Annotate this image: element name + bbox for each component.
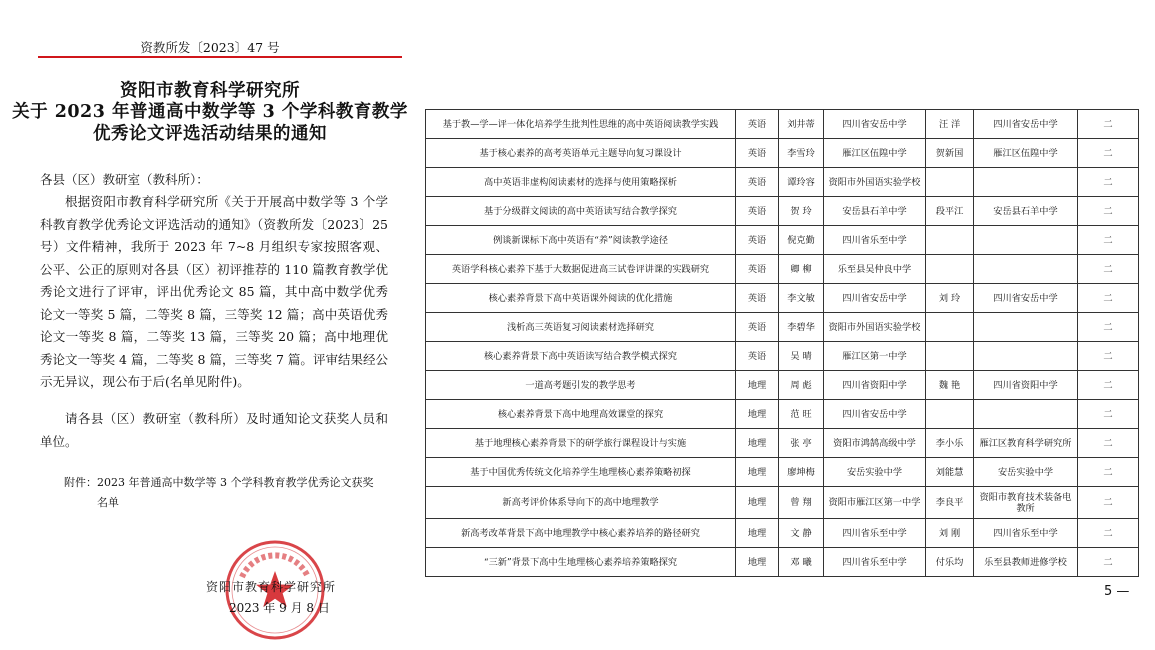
cell-mentor (926, 226, 974, 255)
cell-subject: 英语 (736, 197, 779, 226)
table-row (426, 519, 1139, 548)
cell-mentor-school: 资阳市教育技术装备电教所 (974, 487, 1078, 519)
cell-mentor: 刘能慧 (926, 458, 974, 487)
cell-title: 英语学科核心素养下基于大数据促进高三试卷评讲课的实践研究 (426, 255, 736, 284)
cell-title: 新高考改革背景下高中地理教学中核心素养培养的路径研究 (426, 519, 736, 548)
cell-award: 二 (1078, 110, 1139, 139)
cell-award: 二 (1078, 313, 1139, 342)
table-row (426, 197, 1139, 226)
cell-award: 二 (1078, 429, 1139, 458)
cell-subject: 地理 (736, 548, 779, 577)
cell-title: “三新”背景下高中生地理核心素养培养策略探究 (426, 548, 736, 577)
cell-award: 二 (1078, 519, 1139, 548)
table-row (426, 313, 1139, 342)
cell-mentor-school (974, 168, 1078, 197)
cell-subject: 英语 (736, 255, 779, 284)
cell-school: 四川省乐至中学 (824, 519, 926, 548)
cell-title: 基于中国优秀传统文化培养学生地理核心素养策略初探 (426, 458, 736, 487)
cell-mentor-school: 雁江区教育科学研究所 (974, 429, 1078, 458)
cell-author: 张 亭 (779, 429, 824, 458)
cell-school: 安岳县石羊中学 (824, 197, 926, 226)
cell-title: 基于教—学—评一体化培养学生批判性思维的高中英语阅读教学实践 (426, 110, 736, 139)
table-row (426, 139, 1139, 168)
cell-author: 范 旺 (779, 400, 824, 429)
cell-school: 雁江区伍隍中学 (824, 139, 926, 168)
table-row (426, 487, 1139, 519)
cell-mentor: 付乐均 (926, 548, 974, 577)
cell-mentor-school: 四川省安岳中学 (974, 284, 1078, 313)
red-header-rule (38, 56, 402, 58)
cell-award: 二 (1078, 487, 1139, 519)
table-row (426, 371, 1139, 400)
signature-date: 2023 年 9 月 8 日 (229, 601, 330, 615)
cell-author: 李文敏 (779, 284, 824, 313)
table-row (426, 458, 1139, 487)
cell-mentor: 段平江 (926, 197, 974, 226)
body-paragraph-2: 请各县（区）教研室（教科所）及时通知论文获奖人员和单位。 (40, 411, 388, 449)
cell-subject: 英语 (736, 168, 779, 197)
cell-title: 基于分级群文阅读的高中英语读写结合教学探究 (426, 197, 736, 226)
cell-mentor: 刘 刚 (926, 519, 974, 548)
document-number: 资教所发〔2023〕47 号 (140, 40, 280, 55)
table-row (426, 400, 1139, 429)
cell-subject: 英语 (736, 226, 779, 255)
table-row (426, 284, 1139, 313)
table-row (426, 255, 1139, 284)
cell-author: 卿 柳 (779, 255, 824, 284)
cell-subject: 地理 (736, 458, 779, 487)
cell-author: 李雪玲 (779, 139, 824, 168)
cell-subject: 英语 (736, 110, 779, 139)
cell-title: 核心素养背景下高中英语读写结合教学模式探究 (426, 342, 736, 371)
awards-table (425, 109, 1139, 577)
cell-school: 乐至县吴仲良中学 (824, 255, 926, 284)
cell-award: 二 (1078, 458, 1139, 487)
cell-subject: 地理 (736, 487, 779, 519)
cell-mentor-school: 四川省安岳中学 (974, 110, 1078, 139)
cell-title: 高中英语非虚构阅读素材的选择与使用策略探析 (426, 168, 736, 197)
cell-school: 资阳市外国语实验学校 (824, 313, 926, 342)
cell-mentor-school: 四川省乐至中学 (974, 519, 1078, 548)
cell-award: 二 (1078, 168, 1139, 197)
cell-subject: 英语 (736, 342, 779, 371)
cell-mentor (926, 168, 974, 197)
notice-page (0, 0, 420, 650)
cell-author: 倪克勤 (779, 226, 824, 255)
table-row (426, 226, 1139, 255)
cell-school: 四川省乐至中学 (824, 548, 926, 577)
cell-title: 核心素养背景下高中地理高效课堂的探究 (426, 400, 736, 429)
cell-author: 周 彪 (779, 371, 824, 400)
cell-mentor-school (974, 226, 1078, 255)
cell-award: 二 (1078, 284, 1139, 313)
cell-award: 二 (1078, 255, 1139, 284)
cell-title: 一道高考题引发的教学思考 (426, 371, 736, 400)
cell-author: 邓 曦 (779, 548, 824, 577)
cell-school: 雁江区第一中学 (824, 342, 926, 371)
cell-mentor: 刘 玲 (926, 284, 974, 313)
cell-subject: 地理 (736, 400, 779, 429)
cell-mentor-school: 安岳实验中学 (974, 458, 1078, 487)
cell-mentor: 贺新国 (926, 139, 974, 168)
cell-mentor: 魏 艳 (926, 371, 974, 400)
cell-mentor (926, 313, 974, 342)
cell-school: 资阳市雁江区第一中学 (824, 487, 926, 519)
cell-school: 资阳市鸿鹄高级中学 (824, 429, 926, 458)
salutation: 各县（区）教研室（教科所）： (40, 172, 209, 187)
cell-author: 谭玲容 (779, 168, 824, 197)
cell-subject: 英语 (736, 313, 779, 342)
cell-mentor-school (974, 400, 1078, 429)
cell-author: 文 静 (779, 519, 824, 548)
cell-mentor-school: 安岳县石羊中学 (974, 197, 1078, 226)
cell-title: 核心素养背景下高中英语课外阅读的优化措施 (426, 284, 736, 313)
cell-subject: 英语 (736, 284, 779, 313)
cell-school: 四川省安岳中学 (824, 400, 926, 429)
table-row (426, 342, 1139, 371)
cell-mentor-school (974, 313, 1078, 342)
cell-author: 李碧华 (779, 313, 824, 342)
cell-award: 二 (1078, 342, 1139, 371)
table-row (426, 429, 1139, 458)
cell-mentor: 李良平 (926, 487, 974, 519)
cell-subject: 地理 (736, 429, 779, 458)
cell-award: 二 (1078, 371, 1139, 400)
cell-author: 廖坤梅 (779, 458, 824, 487)
cell-mentor-school: 雁江区伍隍中学 (974, 139, 1078, 168)
cell-subject: 地理 (736, 519, 779, 548)
cell-title: 基于核心素养的高考英语单元主题导向复习课设计 (426, 139, 736, 168)
cell-mentor-school (974, 255, 1078, 284)
table-row (426, 548, 1139, 577)
cell-school: 四川省资阳中学 (824, 371, 926, 400)
cell-school: 四川省安岳中学 (824, 110, 926, 139)
cell-title: 基于地理核心素养背景下的研学旅行课程设计与实施 (426, 429, 736, 458)
cell-title: 浅析高三英语复习阅读素材选择研究 (426, 313, 736, 342)
cell-title: 新高考评价体系导向下的高中地理教学 (426, 487, 736, 519)
cell-mentor-school (974, 342, 1078, 371)
signature-organization: 资阳市教育科学研究所 (206, 580, 337, 594)
cell-award: 二 (1078, 400, 1139, 429)
table-row (426, 110, 1139, 139)
cell-mentor-school: 乐至县教师进修学校 (974, 548, 1078, 577)
cell-mentor: 汪 洋 (926, 110, 974, 139)
notice-title-line-1: 资阳市教育科学研究所 (120, 81, 300, 101)
cell-author: 吴 晴 (779, 342, 824, 371)
cell-mentor: 李小乐 (926, 429, 974, 458)
page-number: 5 — (1104, 584, 1130, 599)
cell-author: 曾 翔 (779, 487, 824, 519)
cell-award: 二 (1078, 197, 1139, 226)
cell-school: 四川省乐至中学 (824, 226, 926, 255)
cell-school: 安岳实验中学 (824, 458, 926, 487)
cell-award: 二 (1078, 226, 1139, 255)
notice-title-line-2: 关于 2023 年普通高中数学等 3 个学科教育教学 (12, 102, 408, 122)
cell-author: 贺 玲 (779, 197, 824, 226)
cell-subject: 地理 (736, 371, 779, 400)
cell-mentor (926, 400, 974, 429)
notice-title-line-3: 优秀论文评选活动结果的通知 (93, 124, 327, 144)
cell-school: 四川省安岳中学 (824, 284, 926, 313)
cell-subject: 英语 (736, 139, 779, 168)
cell-award: 二 (1078, 548, 1139, 577)
cell-award: 二 (1078, 139, 1139, 168)
cell-title: 例谈新课标下高中英语有“养”阅读教学途径 (426, 226, 736, 255)
cell-school: 资阳市外国语实验学校 (824, 168, 926, 197)
table-row (426, 168, 1139, 197)
attachment-note-continued: 名单 (97, 496, 119, 509)
cell-author: 刘井蒂 (779, 110, 824, 139)
attachment-note: 附件：2023 年普通高中数学等 3 个学科教育教学优秀论文获奖 (64, 476, 374, 489)
body-paragraph-1: 根据资阳市教育科学研究所《关于开展高中数学等 3 个学科教育教学优秀论文评选活动的通知》（资教所发〔2023〕25 号）文件精神，我所于 2023 年 7~8 月组织专家按照客观、公平、公正的原则对各县（区）初评推荐的 110 篇教育教学优秀论文进行了评审，评出优秀论文 85 篇，其中高中数学优秀论文一等奖 5 篇，二等奖 8 篇，三等奖 12 篇；高中英语优秀论文一等奖 8 篇，二等奖 13 篇，三等奖 20 篇；高中地理优秀论文一等奖 4 篇，二等奖 8 篇，三等奖 7 篇。评审结果经公示无异议，现公布于后(名单见附件)。 (40, 194, 388, 389)
cell-mentor (926, 342, 974, 371)
cell-mentor (926, 255, 974, 284)
awards-table-container (425, 109, 1138, 577)
cell-mentor-school: 四川省资阳中学 (974, 371, 1078, 400)
